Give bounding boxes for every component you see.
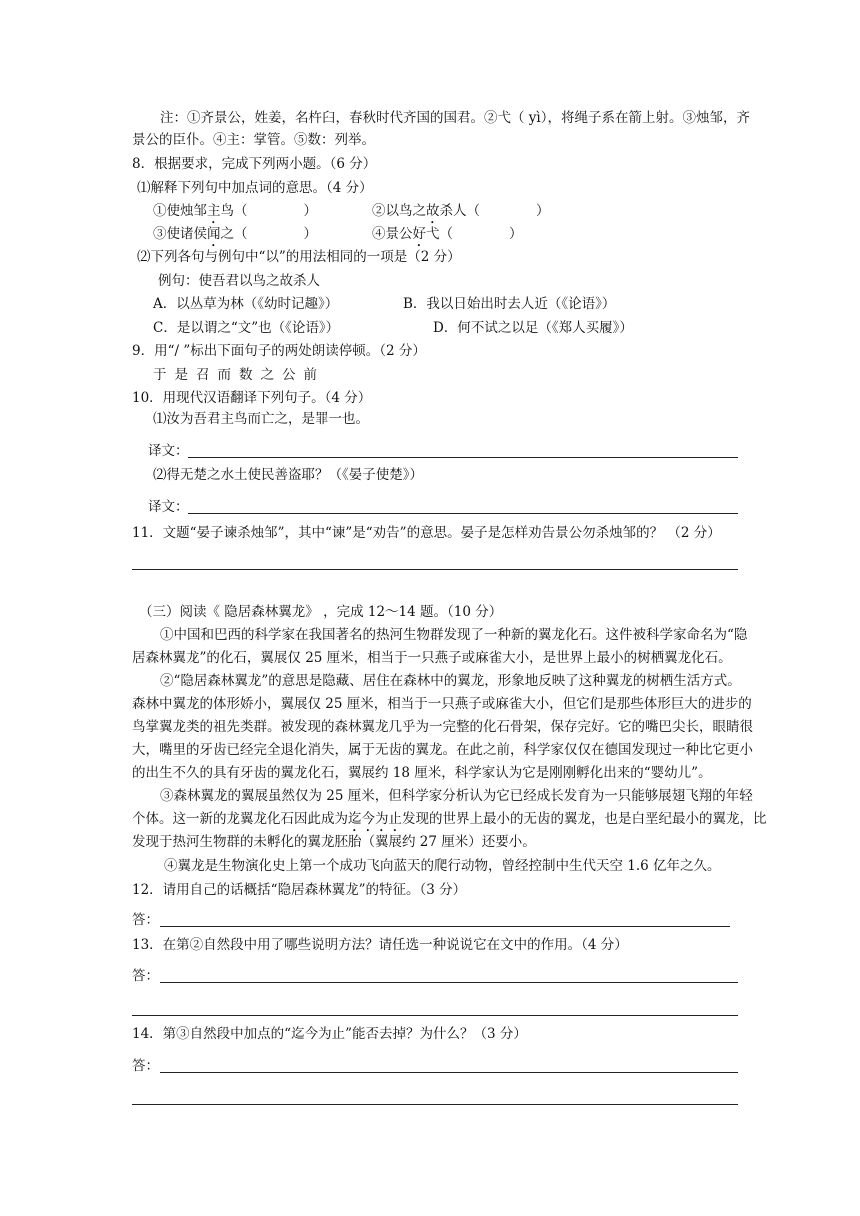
q12-stem: 12．请用自己的话概括“隐居森林翼龙”的特征。（3 分） [132, 882, 467, 898]
answer-line [132, 1104, 738, 1105]
dotted-word: 主 [207, 203, 221, 219]
q13-stem: 13．在第②自然段中用了哪些说明方法？请任选一种说说它在文中的作用。（4 分） [132, 937, 628, 953]
dotted-word: 故 [426, 203, 440, 219]
q8-part1-stem: ⑴解释下列句中加点词的意思。（4 分） [137, 180, 373, 196]
q10-answer-label-1: 译文： [148, 443, 189, 459]
q8-item-1: ①使烛邹主鸟（ ） [153, 203, 317, 219]
q9-stem: 9．用“/ ”标出下面句子的两处朗读停顿。（2 分） [132, 343, 426, 359]
q8-stem: 8．根据要求，完成下列两小题。（6 分） [132, 156, 377, 172]
answer-line [188, 513, 738, 514]
passage-p3-line-3: 发现于热河生物群的未孵化的翼龙胚胎（翼展约 27 厘米）还要小。 [132, 834, 536, 850]
passage-p1-line-1: ①中国和巴西的科学家在我国著名的热河生物群发现了一种新的翼龙化石。这件被科学家命名为“隐 [160, 627, 748, 643]
passage-p4: ④翼龙是生物演化史上第一个成功飞向蓝天的爬行动物，曾经控制中生代天空 1.6 亿年之久。 [164, 858, 721, 874]
q13-answer-label: 答： [132, 968, 159, 984]
note-line-1: 注：①齐景公，姓姜，名杵臼，春秋时代齐国的国君。②弋（ yì），将绳子系在箭上射。③烛邹，齐 [160, 110, 750, 126]
dotted-phrase: 迄今为止 [348, 811, 402, 827]
q10-sentence-2: ⑵得无楚之水土使民善盗耶？（《晏子使楚》） [153, 467, 423, 483]
dotted-word: 好 [412, 226, 426, 242]
q9-sentence: 于是召而数之公前 [153, 367, 325, 383]
answer-line [160, 982, 738, 983]
passage-p3-line-2: 个体。这一新的龙翼龙化石因此成为迄今为止发现的世界上最小的无齿的翼龙，也是白垩纪最小的翼龙，比 [132, 811, 767, 827]
q10-answer-label-2: 译文： [148, 499, 189, 515]
q10-stem: 10．用现代汉语翻译下列句子。（4 分） [132, 390, 372, 406]
passage-p3-line-1: ③森林翼龙的翼展虽然仅为 25 厘米，但科学家分析认为它已经成长发育为一只能够展翅飞翔的年轻 [160, 788, 753, 804]
passage-p2-line-1: ②“隐居森林翼龙”的意思是隐藏、居住在森林中的翼龙，形象地反映了这种翼龙的树栖生活方式。 [160, 673, 741, 689]
dotted-word: 闻 [207, 226, 221, 242]
answer-line [132, 569, 738, 570]
q11-stem: 11．文题“晏子谏杀烛邹”，其中“谏”是“劝告”的意思。晏子是怎样劝告景公勿杀烛邹的？ （2 分） [132, 525, 721, 541]
q8-item-2: ②以鸟之故杀人（ ） [372, 203, 550, 219]
passage-p2-line-3: 鸟掌翼龙类的祖先类群。被发现的森林翼龙几乎为一完整的化石骨架，保存完好。它的嘴巴尖长，眼睛很 [132, 719, 753, 735]
q8-option-a: A．以丛草为林（《幼时记趣》） [153, 296, 339, 312]
q14-stem: 14．第③自然段中加点的“迄今为止”能否去掉？为什么？（3 分） [132, 1026, 527, 1042]
q8-part2-stem: ⑵下列各句与例句中“以”的用法相同的一项是（2 分） [137, 249, 461, 265]
q8-example: 例句：使吾君以鸟之故杀人 [158, 273, 320, 289]
passage-p1-line-2: 居森林翼龙”的化石，翼展仅 25 厘米，相当于一只燕子或麻雀大小，是世界上最小的树栖翼龙化石。 [132, 650, 732, 666]
q8-option-b: B．我以日始出时去人近（《论语》） [403, 296, 616, 312]
passage-p2-line-2: 森林中翼龙的体形娇小，翼展仅 25 厘米，相当于一只燕子或麻雀大小，但它们是那些体形巨大的进步的 [132, 696, 752, 712]
note-line-2: 景公的臣仆。④主：掌管。⑤数：列举。 [132, 132, 375, 148]
passage-p2-line-4: 大，嘴里的牙齿已经完全退化消失，属于无齿的翼龙。在此之前，科学家仅仅在德国发现过一种比它更小 [132, 742, 753, 758]
passage-p2-line-5: 的出生不久的具有牙齿的翼龙化石，翼展约 18 厘米，科学家认为它是刚刚孵化出来的“婴幼儿”。 [132, 765, 712, 781]
q8-option-c: C．是以谓之“文”也（《论语》） [153, 320, 340, 336]
answer-line [160, 926, 730, 927]
q14-answer-label: 答： [132, 1058, 159, 1074]
answer-line [188, 457, 738, 458]
q12-answer-label: 答： [132, 912, 159, 928]
q8-option-d: D．何不试之以足（《郑人买履》） [433, 320, 633, 336]
answer-line [160, 1072, 738, 1073]
q8-item-3: ③使诸侯闻之（ ） [153, 226, 317, 242]
q10-sentence-1: ⑴汝为吾君主鸟而亡之，是罪一也。 [153, 411, 369, 427]
section3-heading: （三）阅读《 隐居森林翼龙》 ，完成 12～14 题。（10 分） [139, 604, 503, 620]
answer-line [132, 1015, 738, 1016]
q8-item-4: ④景公好弋（ ） [372, 226, 523, 242]
